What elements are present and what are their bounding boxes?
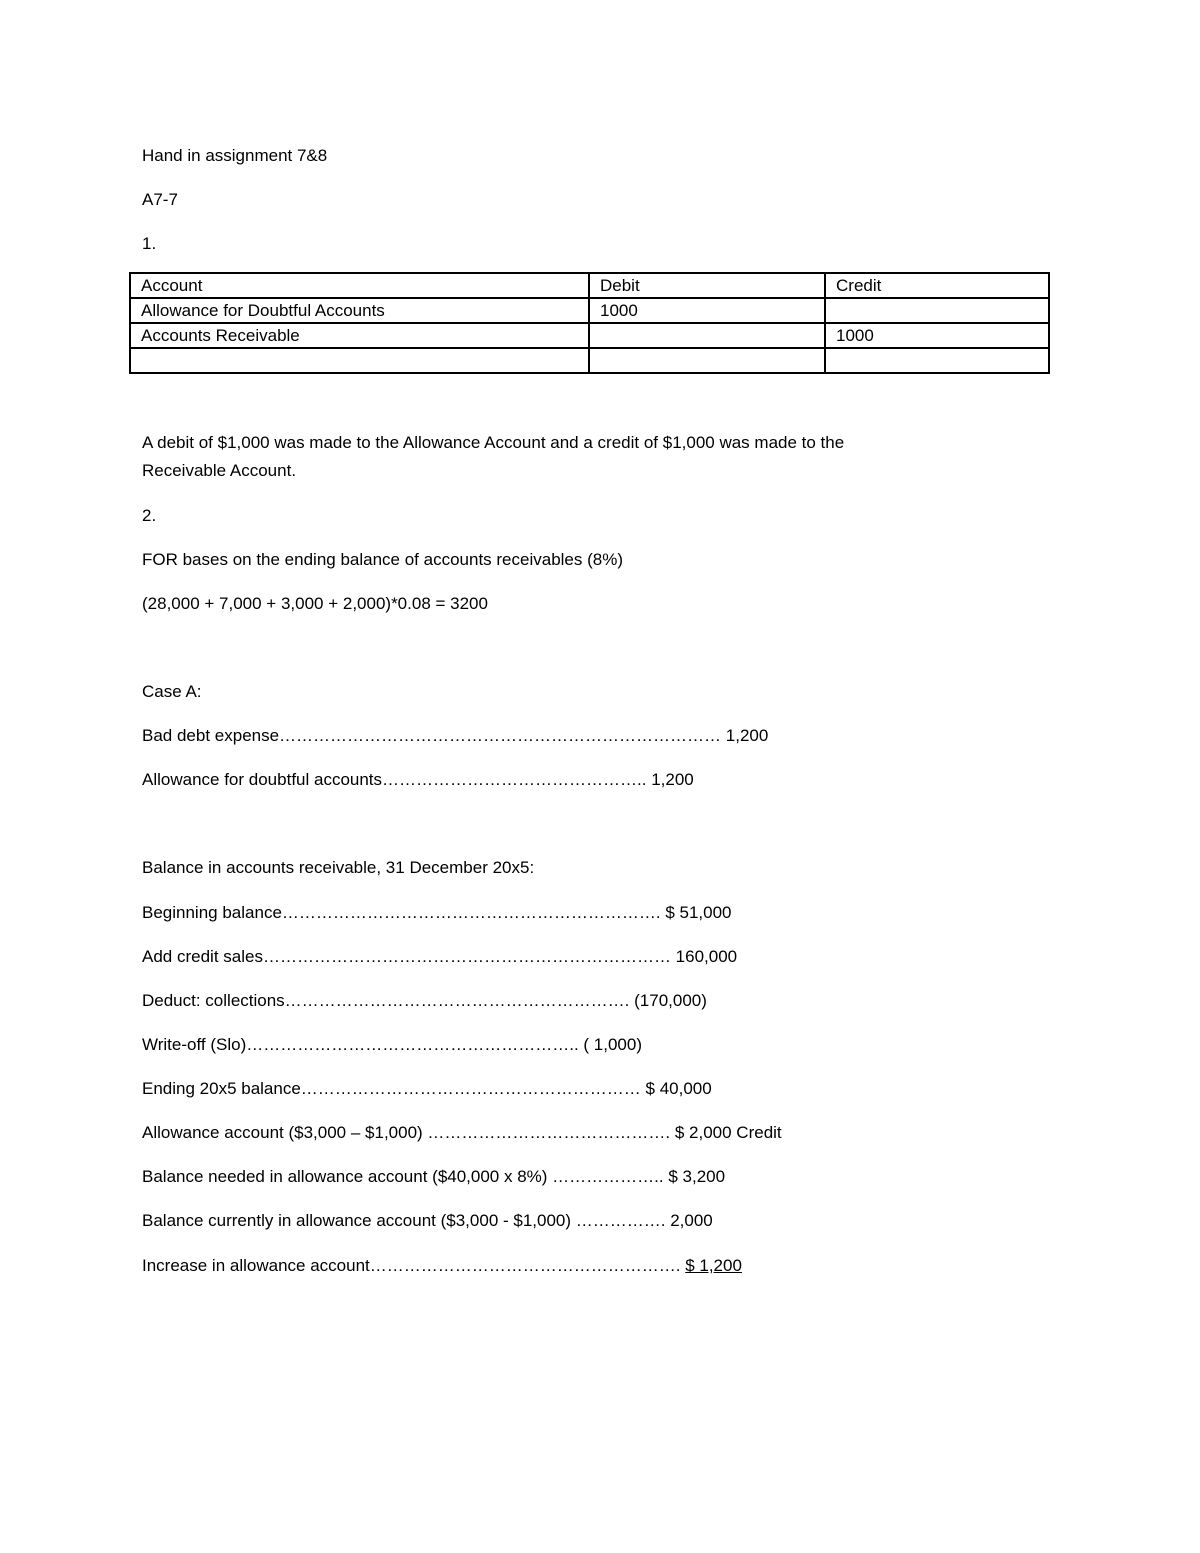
case-a-label: Case A: — [142, 682, 202, 701]
part-2-label: 2. — [142, 506, 157, 525]
balance-heading: Balance in accounts receivable, 31 December 20x5: — [142, 858, 535, 877]
balance-line: Ending 20x5 balance…………………………………………………… $ 40,000 — [142, 1079, 712, 1098]
cell-credit — [825, 298, 1049, 323]
increase-line — [142, 1254, 742, 1278]
cell-debit: 1000 — [589, 298, 825, 323]
explanation-line-2: Receivable Account. — [142, 461, 297, 480]
cell-debit — [589, 323, 825, 348]
balance-line: Add credit sales……………………………………………………………… 160,000 — [142, 947, 738, 966]
cell-debit — [589, 348, 825, 373]
cell-credit — [825, 348, 1049, 373]
balance-line: Balance currently in allowance account ($3,000 - $1,000) ……………. 2,000 — [142, 1211, 713, 1230]
balance-line: Write-off (Slo)………………………………………………….. ( 1,000) — [142, 1035, 642, 1054]
header-account: Account — [130, 273, 589, 298]
balance-line: Balance needed in allowance account ($40,000 x 8%) ……………….. $ 3,200 — [142, 1167, 726, 1186]
cell-account — [130, 348, 589, 373]
balance-line: Beginning balance…………………………………………………………. $ 51,000 — [142, 903, 732, 922]
table-row — [130, 348, 1049, 373]
table-header-row — [130, 273, 1049, 298]
cell-account: Accounts Receivable — [130, 323, 589, 348]
case-a-line: Bad debt expense…………………………………………………………………… 1,200 — [142, 726, 769, 745]
cell-credit: 1000 — [825, 323, 1049, 348]
increase-amount: $ 1,200 — [685, 1256, 742, 1275]
case-a-line: Allowance for doubtful accounts……………………………………….. 1,200 — [142, 770, 694, 789]
balance-line: Allowance account ($3,000 – $1,000) ……………………………………. $ 2,000 Credit — [142, 1123, 782, 1142]
for-basis-line: FOR bases on the ending balance of accounts receivables (8%) — [142, 550, 623, 569]
header-debit: Debit — [589, 273, 825, 298]
header-credit: Credit — [825, 273, 1049, 298]
cell-account: Allowance for Doubtful Accounts — [130, 298, 589, 323]
part-1-label: 1. — [142, 234, 157, 253]
balance-line: Deduct: collections……………………………………………………. (170,000) — [142, 991, 707, 1010]
journal-entry-table — [129, 272, 1050, 374]
calculation-line: (28,000 + 7,000 + 3,000 + 2,000)*0.08 = 3200 — [142, 594, 488, 613]
table-row — [130, 298, 1049, 323]
assignment-heading: Hand in assignment 7&8 — [142, 146, 328, 165]
explanation-line-1: A debit of $1,000 was made to the Allowance Account and a credit of $1,000 was made to the — [142, 433, 845, 452]
problem-label: A7-7 — [142, 190, 178, 209]
table-row — [130, 323, 1049, 348]
increase-label: Increase in allowance account………………………………………………. — [142, 1256, 686, 1275]
